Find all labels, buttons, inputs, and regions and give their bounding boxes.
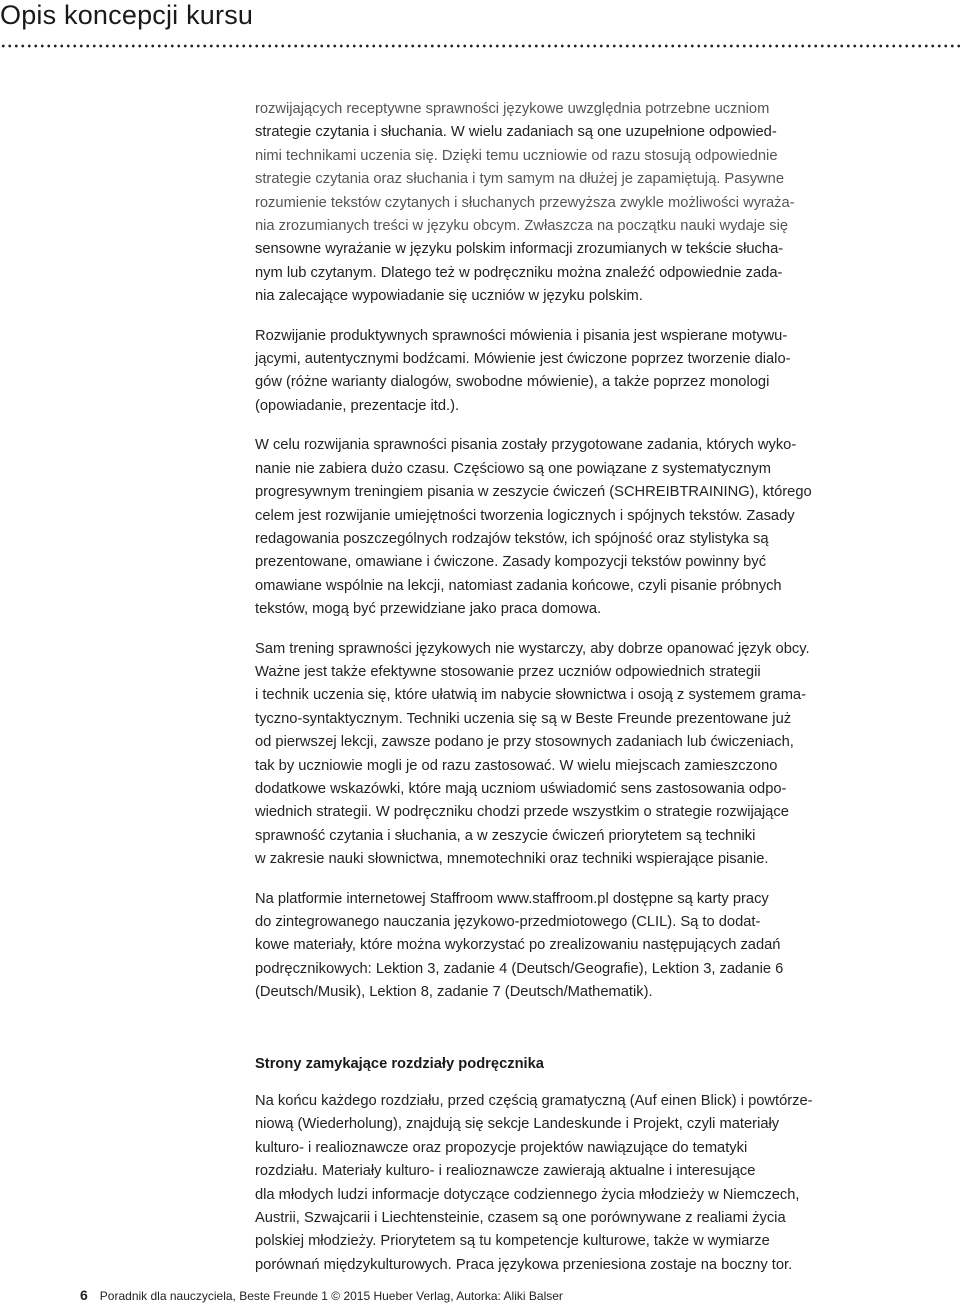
section-heading: Strony zamykające rozdziały podręcznika: [255, 1055, 544, 1072]
text-line: tyczno-syntaktycznym. Techniki uczenia się są w Beste Freunde prezentowane już: [255, 710, 792, 727]
text-line: redagowania poszczególnych rodzajów tekstów, ich spójność oraz stylistyka są: [255, 530, 769, 547]
main-content: [255, 98, 855, 1277]
text-line: Sam trening sprawności językowych nie wystarczy, aby dobrze opanować język obcy.: [255, 640, 810, 657]
text-line: (Deutsch/Musik), Lektion 8, zadanie 7 (Deutsch/Mathematik).: [255, 984, 653, 1001]
page-number: 6: [80, 1287, 88, 1303]
text-line: W celu rozwijania sprawności pisania zostały przygotowane zadania, których wyko-: [255, 437, 797, 454]
paragraph: [255, 325, 855, 419]
page-footer: [80, 1287, 563, 1303]
text-line: nimi technikami uczenia się. Dzięki temu uczniowie od razu stosują odpowiednie: [255, 147, 778, 164]
text-line: prezentowane, omawiane i ćwiczone. Zasady kompozycji tekstów powinny być: [255, 554, 767, 571]
text-line: Rozwijanie produktywnych sprawności mówienia i pisania jest wspierane motywu-: [255, 327, 788, 344]
text-line: podręcznikowych: Lektion 3, zadanie 4 (Deutsch/Geografie), Lektion 3, zadanie 6: [255, 960, 784, 977]
text-line: nanie nie zabiera dużo czasu. Częściowo są one powiązane z systematycznym: [255, 460, 771, 477]
text-line: celem jest rozwijanie umiejętności tworzenia logicznych i spójnych tekstów. Zasady: [255, 507, 795, 524]
text-line: Ważne jest także efektywne stosowanie przez uczniów odpowiednich strategii: [255, 663, 761, 680]
text-line: kowe materiały, które można wykorzystać po zrealizowaniu następujących zadań: [255, 937, 781, 954]
text-line: nia zrozumianych treści w języku obcym. Zwłaszcza na początku nauki wydaje się: [255, 218, 789, 235]
text-line: od pierwszej lekcji, zawsze podano je przy stosownych zadaniach lub ćwiczeniach,: [255, 734, 794, 751]
paragraph: [255, 888, 855, 1005]
text-line: Na końcu każdego rozdziału, przed częścią gramatyczną (Auf einen Blick) i powtórze-: [255, 1093, 813, 1110]
footer-credit: Poradnik dla nauczyciela, Beste Freunde 1 © 2015 Hueber Verlag, Autorka: Aliki Balser: [99, 1289, 563, 1303]
text-line: dodatkowe wskazówki, które mają uczniom uświadomić sens zastosowania odpo-: [255, 780, 787, 797]
text-line: tekstów, mogą być przewidziane jako praca domowa.: [255, 601, 602, 618]
paragraph: [255, 434, 855, 621]
text-line: sensowne wyrażanie w języku polskim informacji zrozumianych w tekście słucha-: [255, 241, 784, 258]
text-line: strategie czytania i słuchania. W wielu zadaniach są one uzupełnione odpowied-: [255, 124, 777, 141]
text-line: omawiane wspólnie na lekcji, natomiast zadania końcowe, czyli pisanie próbnych: [255, 577, 782, 594]
text-line: nia zalecające wypowiadanie się uczniów w języku polskim.: [255, 288, 643, 305]
text-line: Austrii, Szwajcarii i Liechtensteinie, czasem są one porównywane z realiami życia: [255, 1210, 786, 1227]
text-line: progresywnym treningiem pisania w zeszycie ćwiczeń (SCHREIBTRAINING), którego: [255, 484, 812, 501]
text-line: nym lub czytanym. Dlatego też w podręczniku można znaleźć odpowiednie zada-: [255, 264, 783, 281]
text-line: porównań międzykulturowych. Praca językowa przeniesiona zostaje na boczny tor.: [255, 1256, 793, 1273]
text-line: sprawność czytania i słuchania, a w zeszycie ćwiczeń priorytetem są techniki: [255, 827, 756, 844]
text-line: rozumienie tekstów czytanych i słuchanych przewyższa zwykle możliwości wyraża-: [255, 194, 795, 211]
text-line: Na platformie internetowej Staffroom www.staffroom.pl dostępne są karty pracy: [255, 890, 769, 907]
text-line: wiednich strategii. W podręczniku chodzi przede wszystkim o strategie rozwijające: [255, 804, 789, 821]
text-line: dla młodych ludzi informacje dotyczące codziennego życia młodzieży w Niemczech,: [255, 1186, 800, 1203]
text-line: gów (różne warianty dialogów, swobodne mówienie), a także poprzez monologi: [255, 374, 770, 391]
text-line: polskiej młodzieży. Priorytetem są tu kompetencje kulturowe, także w wymiarze: [255, 1233, 770, 1250]
text-line: strategie czytania oraz słuchania i tym samym na dłużej je zapamiętują. Pasywne: [255, 171, 784, 188]
text-line: (opowiadanie, prezentacje itd.).: [255, 397, 460, 414]
text-line: rozdziału. Materiały kulturo- i realioznawcze zawierają aktualne i interesujące: [255, 1163, 756, 1180]
dotted-divider: [0, 44, 960, 48]
text-line: jącymi, autentycznymi bodźcami. Mówienie jest ćwiczone poprzez tworzenie dialo-: [255, 351, 791, 368]
text-line: do zintegrowanego nauczania językowo-przedmiotowego (CLIL). Są to dodat-: [255, 914, 761, 930]
text-line: rozwijających receptywne sprawności językowe uwzględnia potrzebne uczniom: [255, 101, 770, 117]
text-line: i technik uczenia się, które ułatwią im nabycie słownictwa i osoją z systemem grama-: [255, 687, 806, 704]
paragraph: [255, 638, 855, 872]
text-line: niową (Wiederholung), znajdują się sekcje Landeskunde i Projekt, czyli materiały: [255, 1116, 780, 1133]
text-line: tak by uczniowie mogli je od razu zastosować. W wielu miejscach zamieszczono: [255, 757, 778, 774]
text-line: kulturo- i realioznawcze oraz propozycje projektów nawiązujące do tematyki: [255, 1139, 748, 1156]
text-line: w zakresie nauki słownictwa, mnemotechniki oraz techniki wspierające pisanie.: [255, 851, 769, 868]
paragraph: [255, 1090, 855, 1277]
page-title: Opis koncepcji kursu: [0, 0, 254, 30]
paragraph: [255, 98, 855, 309]
